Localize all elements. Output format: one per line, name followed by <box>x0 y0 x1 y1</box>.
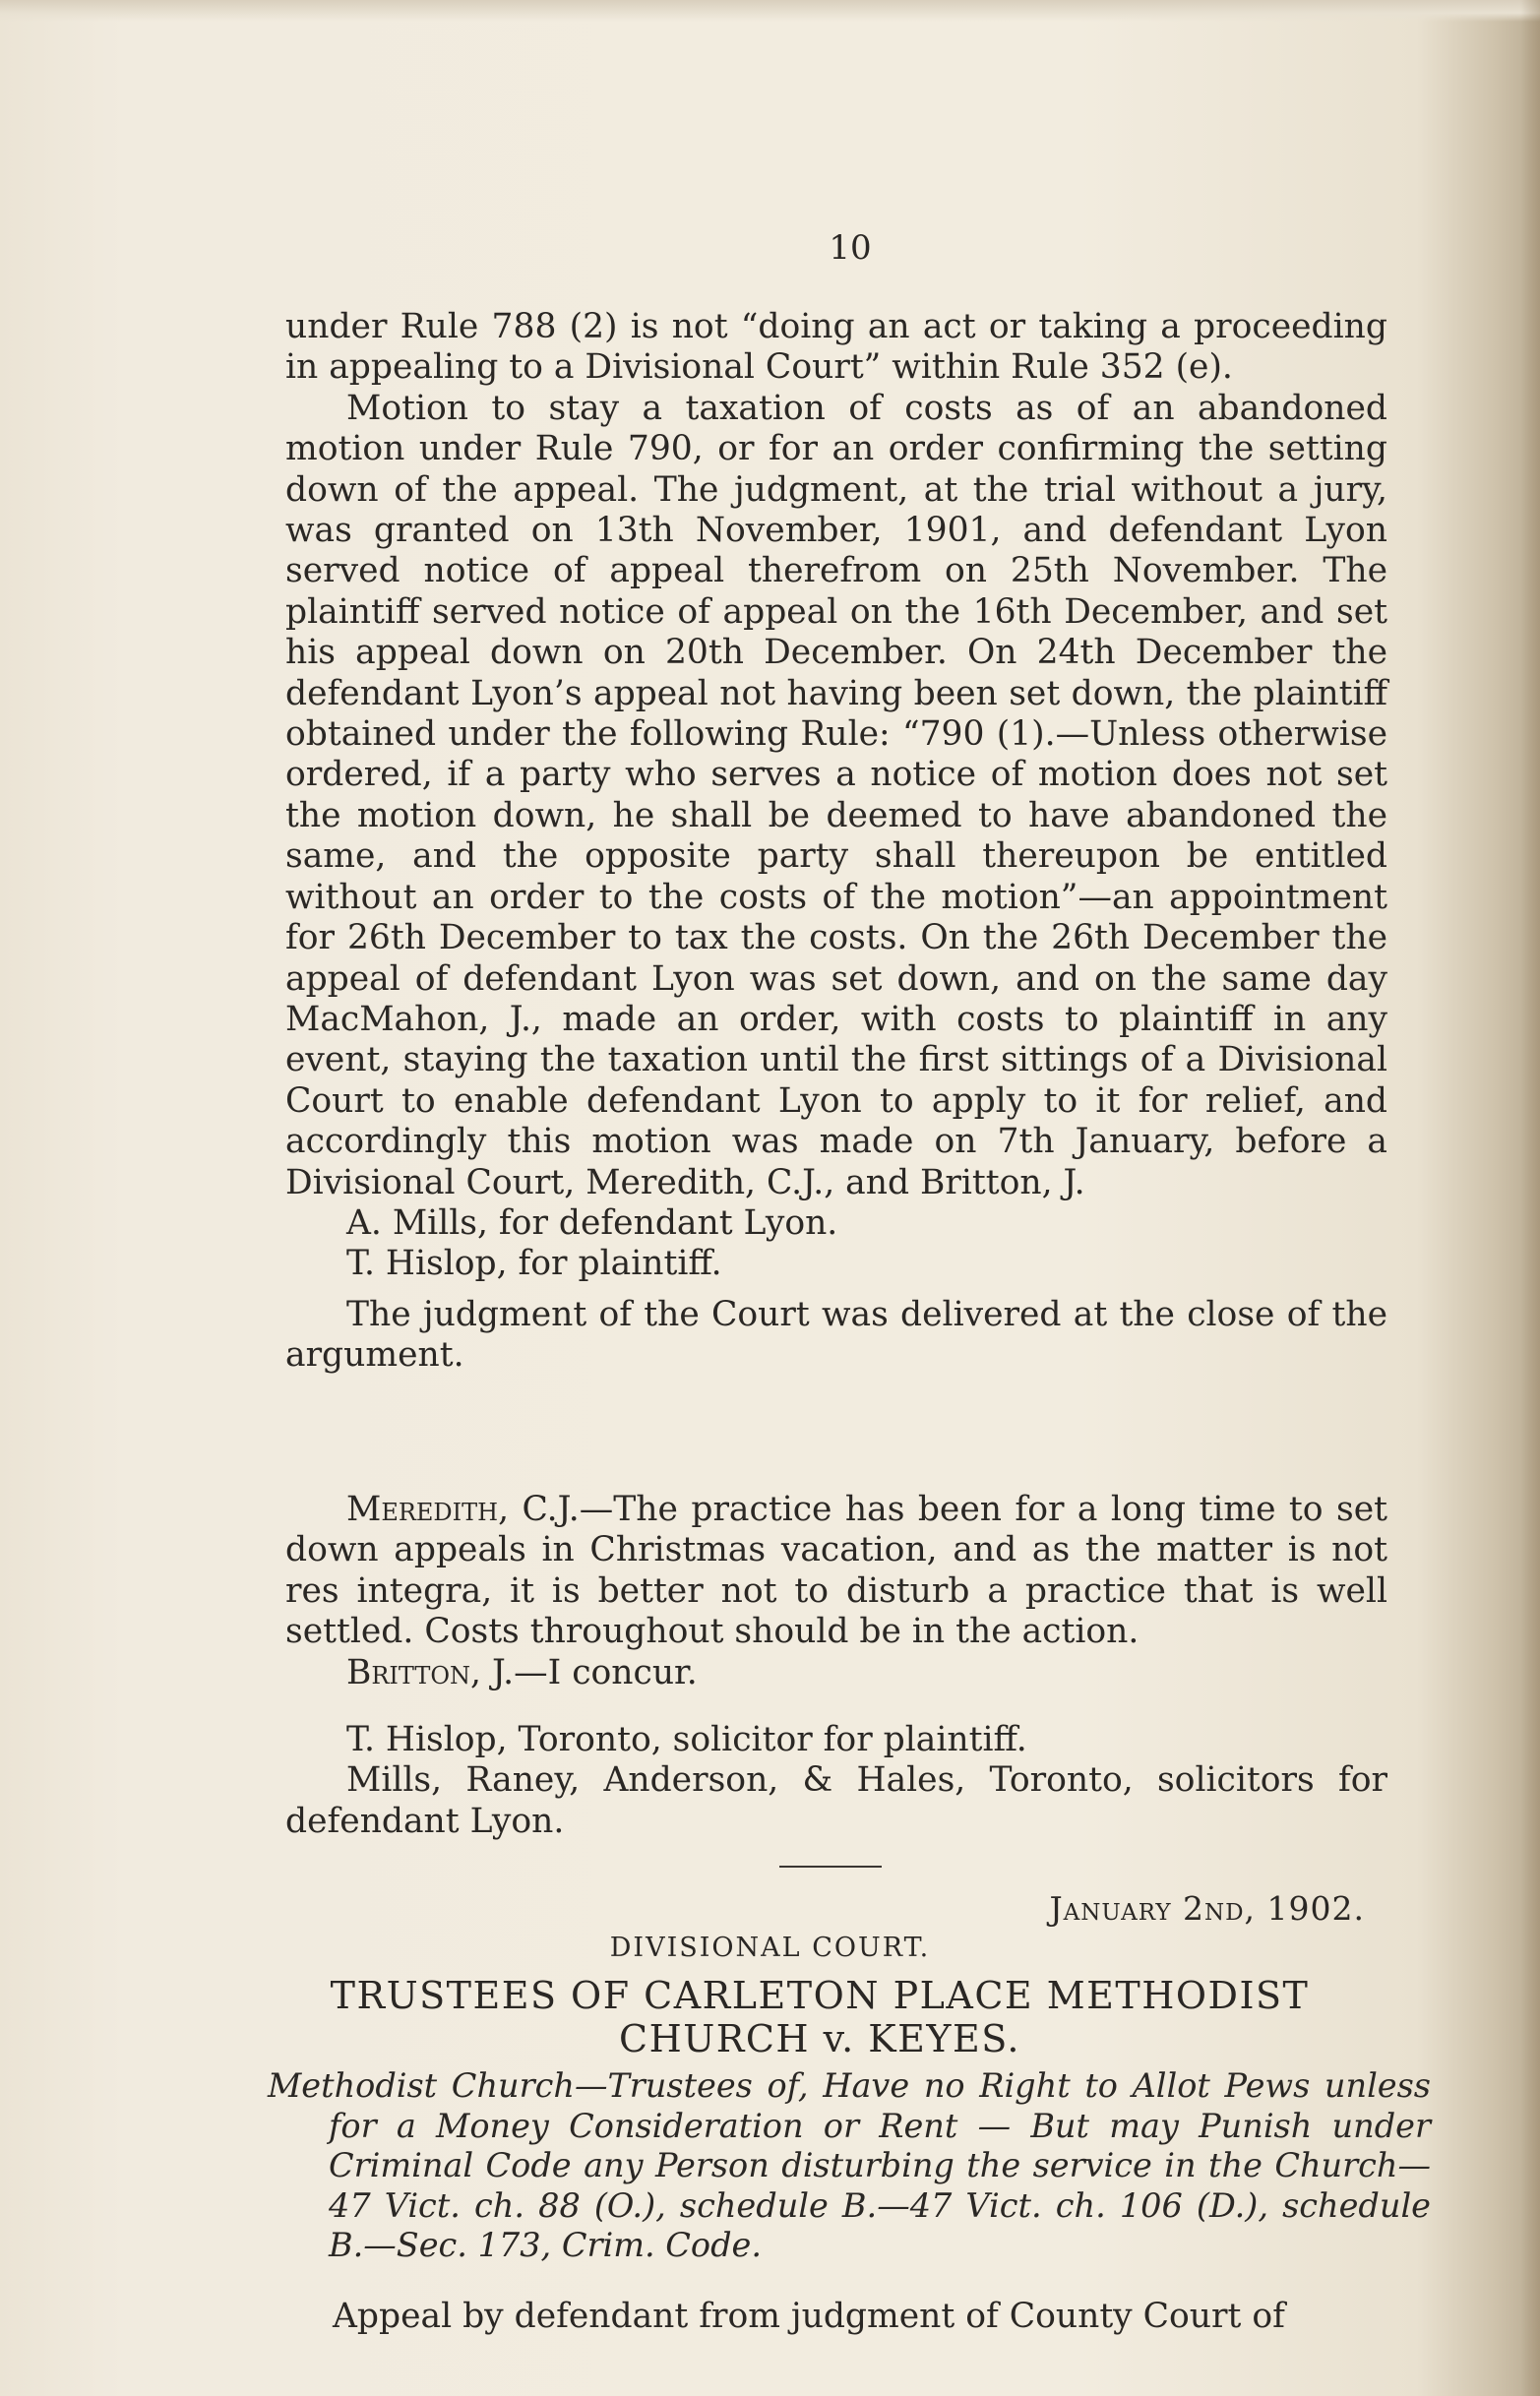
case-title: TRUSTEES OF CARLETON PLACE METHODIST CHURCH v. KEYES. <box>330 1974 1310 2060</box>
judgment-meredith-text: —The practice has been for a long time to set down appeals in Christmas vacation, and as the matter is not res integra, it is better not to disturb a practice that is well settled. Costs throughout should be in the action. <box>285 1490 1387 1652</box>
judge-name-britton: Britton, J. <box>346 1652 515 1692</box>
section-divider <box>779 1866 882 1868</box>
counsel-defendant: A. Mills, for defendant Lyon. <box>346 1202 838 1243</box>
paragraph-motion-facts: Motion to stay a taxation of costs as of an abandoned motion under Rule 790, or for an order confirming the setting down of the appeal. The judgment, at the trial without a jury, was granted on 13th November, 1901, and defendant Lyon served notice of appeal therefrom on 25th November. The plaintiff served notice of appeal on the 16th December, and set his appeal down on 20th December. On 24th December the defendant Lyon’s appeal not having been set down, the plaintiff obtained under the following Rule: “790 (1).—Unless otherwise ordered, if a party who serves a notice of motion does not set the motion down, he shall be deemed to have abandoned the same, and the opposite party shall thereupon be entitled without an order to the costs of the motion”—an appointment for 26th December to tax the costs. On the 26th December the appeal of defendant Lyon was set down, and on the same day MacMahon, J., made an order, with costs to plaintiff in any event, staying the taxation until the first sittings of a Divisional Court to enable defendant Lyon to apply to it for relief, and accordingly this motion was made on 7th January, before a Divisional Court, Meredith, C.J., and Britton, J. <box>285 388 1387 1202</box>
court-label: DIVISIONAL COURT. <box>609 1933 931 1963</box>
judgment-britton-text: —I concur. <box>514 1652 698 1692</box>
case-headnote: Methodist Church—Trustees of, Have no Right to Allot Pews unless for a Money Consideration or Rent — But may Punish under Criminal Code any Person disturbing the service in the Church—47 Vict. ch. 88 (O.), schedule B.—47 Vict. ch. 106 (D.), schedule B.—Sec. 173, Crim. Code. <box>268 2066 1431 2264</box>
judge-name-meredith: Meredith, C.J. <box>346 1490 580 1529</box>
case-date: January 2nd, 1902. <box>1049 1889 1365 1928</box>
judgment-meredith <box>285 1490 1387 1653</box>
page-top-edge <box>0 0 1540 22</box>
judgment-britton <box>285 1653 1387 1693</box>
paragraph-rule-reference: under Rule 788 (2) is not “doing an act or taking a proceeding in appealing to a Divisional Court” within Rule 352 (e). <box>285 307 1387 388</box>
solicitors-section <box>285 1720 1387 1842</box>
appeal-text: Appeal by defendant from judgment of County Court of <box>333 2297 1285 2336</box>
solicitor-defendant: Mills, Raney, Anderson, & Hales, Toronto, solicitors for defendant Lyon. <box>285 1760 1387 1841</box>
judgment-section <box>285 1490 1387 1693</box>
solicitor-plaintiff: T. Hislop, Toronto, solicitor for plaintiff. <box>346 1720 1027 1759</box>
body-text-top <box>285 307 1387 1285</box>
page-number: 10 <box>829 228 872 268</box>
counsel-plaintiff: T. Hislop, for plaintiff. <box>346 1244 722 1284</box>
page-binding-shadow <box>1520 0 1540 2396</box>
body-text-judgment-note <box>285 1295 1387 1377</box>
judgment-delivery-note: The judgment of the Court was delivered at the close of the argument. <box>285 1295 1387 1376</box>
